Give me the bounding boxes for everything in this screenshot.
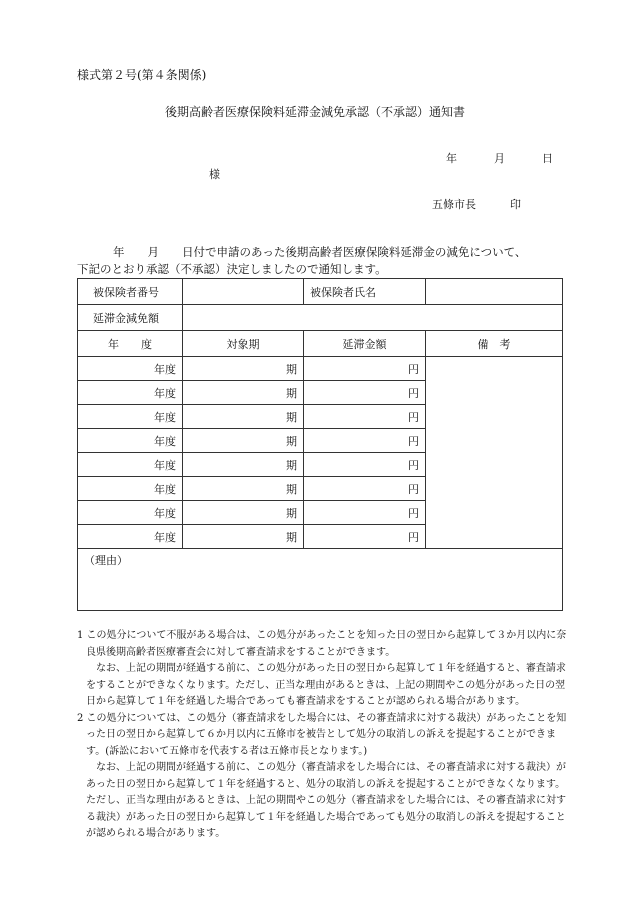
row-year: 年度 xyxy=(78,405,183,429)
remarks-cell xyxy=(426,357,563,549)
intro-line-2: 下記のとおり承認（不承認）決定しましたので通知します。 xyxy=(77,262,387,276)
row-year: 年度 xyxy=(78,357,183,381)
issue-date xyxy=(446,150,553,166)
row-amount: 円 xyxy=(304,357,426,381)
note-1: 1 この処分について不服がある場合は、この処分があったことを知った日の翌日から起算して３か月以内に奈良県後期高齢者医療審査会に対して審査請求をすることができます。 xyxy=(77,630,567,658)
row-year: 年度 xyxy=(78,501,183,525)
row-amount: 円 xyxy=(304,405,426,429)
seal-mark: 印 xyxy=(510,198,521,211)
insured-number-value xyxy=(183,279,304,305)
row-period: 期 xyxy=(183,429,304,453)
col-header-period: 対象期 xyxy=(183,331,304,357)
form-number: 様式第２号(第４条関係) xyxy=(77,68,207,82)
insured-name-value xyxy=(426,279,563,305)
col-header-year: 年 度 xyxy=(78,331,183,357)
col-header-amount: 延滞金額 xyxy=(304,331,426,357)
row-period: 期 xyxy=(183,381,304,405)
row-year: 年度 xyxy=(78,381,183,405)
date-year: 年 xyxy=(446,152,457,165)
table-row xyxy=(78,357,563,381)
row-year: 年度 xyxy=(78,453,183,477)
reason-label: （理由） xyxy=(84,554,128,567)
document-title: 後期高齢者医療保険料延滞金減免承認（不承認）通知書 xyxy=(164,105,465,119)
row-period: 期 xyxy=(183,453,304,477)
date-month: 月 xyxy=(494,152,505,165)
date-day: 日 xyxy=(542,152,553,165)
row-period: 期 xyxy=(183,357,304,381)
row-amount: 円 xyxy=(304,525,426,549)
row-amount: 円 xyxy=(304,477,426,501)
row-period: 期 xyxy=(183,405,304,429)
reduction-amount-value xyxy=(183,305,563,331)
note-2-continued: なお、上記の期間が経過する前に、この処分（審査請求をした場合には、その審査請求に対する裁決）があった日の翌日から起算して１年を経過すると、処分の取消しの訴えを提起することができなくなります。ただし、正当な理由があるときは、上記の期間やこの処分（審査請求をした場合には、その審査請求に対する裁決）があった日の翌日から起算して１年を経過した場合であっても処分の取消しの訴えを提起することが認められる場合があります。 xyxy=(86,762,566,839)
addressee-suffix: 様 xyxy=(209,168,220,181)
reason-cell xyxy=(78,549,563,611)
reduction-table xyxy=(77,278,563,611)
note-2: 2 この処分については、この処分（審査請求をした場合には、その審査請求に対する裁決）があったことを知った日の翌日から起算して６か月以内に五條市を被告として処分の取消しの訴えを提起することができます。(訴訟において五條市を代表する者は五條市長となります。) xyxy=(77,712,567,757)
issuer-name: 五條市長 xyxy=(432,198,476,211)
row-amount: 円 xyxy=(304,453,426,477)
intro-line-1: 年 月 日付で申請のあった後期高齢者医療保険料延滞金の減免について、 xyxy=(113,245,527,259)
col-header-remarks: 備 考 xyxy=(426,331,563,357)
reduction-amount-label: 延滞金減免額 xyxy=(78,305,183,331)
row-period: 期 xyxy=(183,477,304,501)
row-amount: 円 xyxy=(304,429,426,453)
appeal-notes xyxy=(77,628,567,843)
row-year: 年度 xyxy=(78,429,183,453)
insured-name-label: 被保険者氏名 xyxy=(304,279,426,305)
row-period: 期 xyxy=(183,525,304,549)
issuer xyxy=(432,196,521,212)
row-period: 期 xyxy=(183,501,304,525)
insured-number-label: 被保険者番号 xyxy=(78,279,183,305)
row-amount: 円 xyxy=(304,501,426,525)
row-year: 年度 xyxy=(78,525,183,549)
note-1-continued: なお、上記の期間が経過する前に、この処分があった日の翌日から起算して１年を経過すると、審査請求をすることができなくなります。ただし、正当な理由があるときは、上記の期間やこの処分があった日の翌日から起算して１年を経過した場合であっても審査請求をすることが認められる場合があります。 xyxy=(86,663,566,707)
row-year: 年度 xyxy=(78,477,183,501)
row-amount: 円 xyxy=(304,381,426,405)
